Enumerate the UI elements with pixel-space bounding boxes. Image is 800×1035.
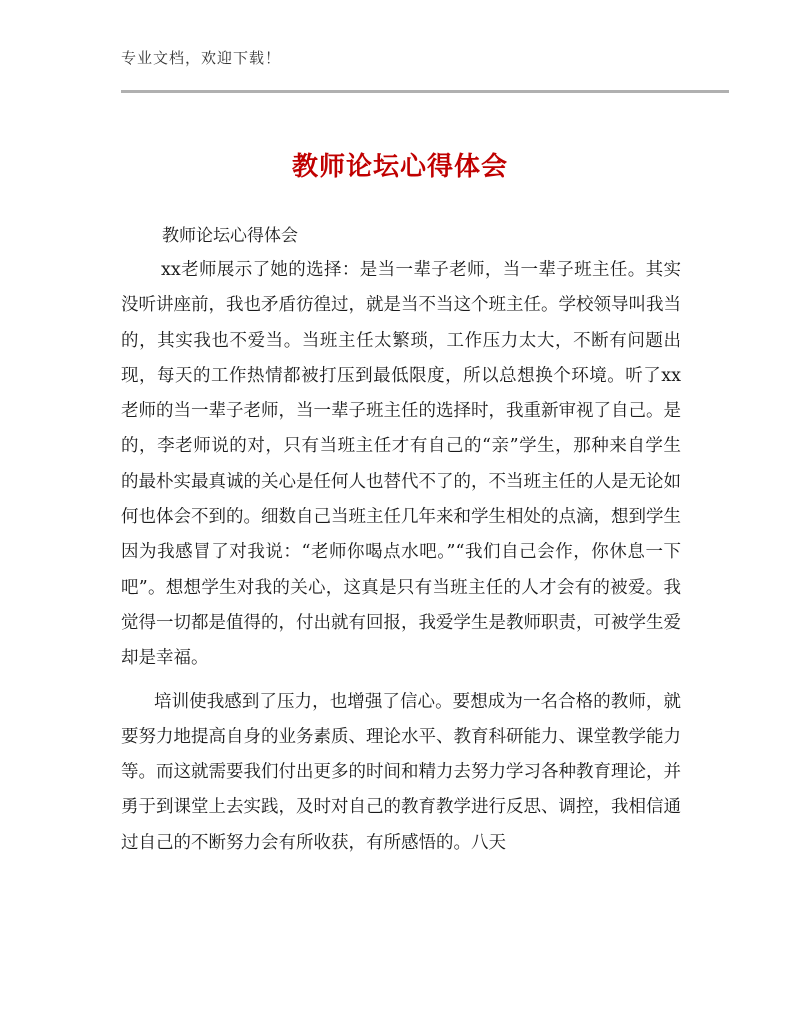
header-note: 专业文档，欢迎下载！ — [121, 49, 282, 67]
document-body — [121, 253, 681, 869]
header-divider — [121, 90, 729, 93]
document-subtitle: 教师论坛心得体会 — [162, 226, 298, 246]
paragraph-2: 培训使我感到了压力，也增强了信心。要想成为一名合格的教师，就要努力地提高自身的业务素质、理论水平、教育科研能力、课堂教学能力等。而这就需要我们付出更多的时间和精力去努力学习各种教育理论，并勇于到课堂上去实践，及时对自己的教育教学进行反思、调控，我相信通过自己的不断努力会有所收获，有所感悟的。八天 — [121, 691, 681, 853]
paragraph-1: xx老师展示了她的选择：是当一辈子老师，当一辈子班主任。其实没听讲座前，我也矛盾彷徨过，就是当不当这个班主任。学校领导叫我当的，其实我也不爱当。当班主任太繁琐，工作压力太大，不断有问题出现，每天的工作热情都被打压到最低限度，所以总想换个环境。听了xx老师的当一辈子老师，当一辈子班主任的选择时，我重新审视了自己。是的，李老师说的对，只有当班主任才有自己的“亲”学生，那种来自学生的最朴实最真诚的关心是任何人也替代不了的，不当班主任的人是无论如何也体会不到的。细数自己当班主任几年来和学生相处的点滴，想到学生因为我感冒了对我说：“老师你喝点水吧。”“我们自己会作，你休息一下吧”。想想学生对我的关心，这真是只有当班主任的人才会有的被爱。我觉得一切都是值得的，付出就有回报，我爱学生是教师职责，可被学生爱却是幸福。 — [121, 260, 681, 669]
document-title: 教师论坛心得体会 — [291, 152, 508, 182]
